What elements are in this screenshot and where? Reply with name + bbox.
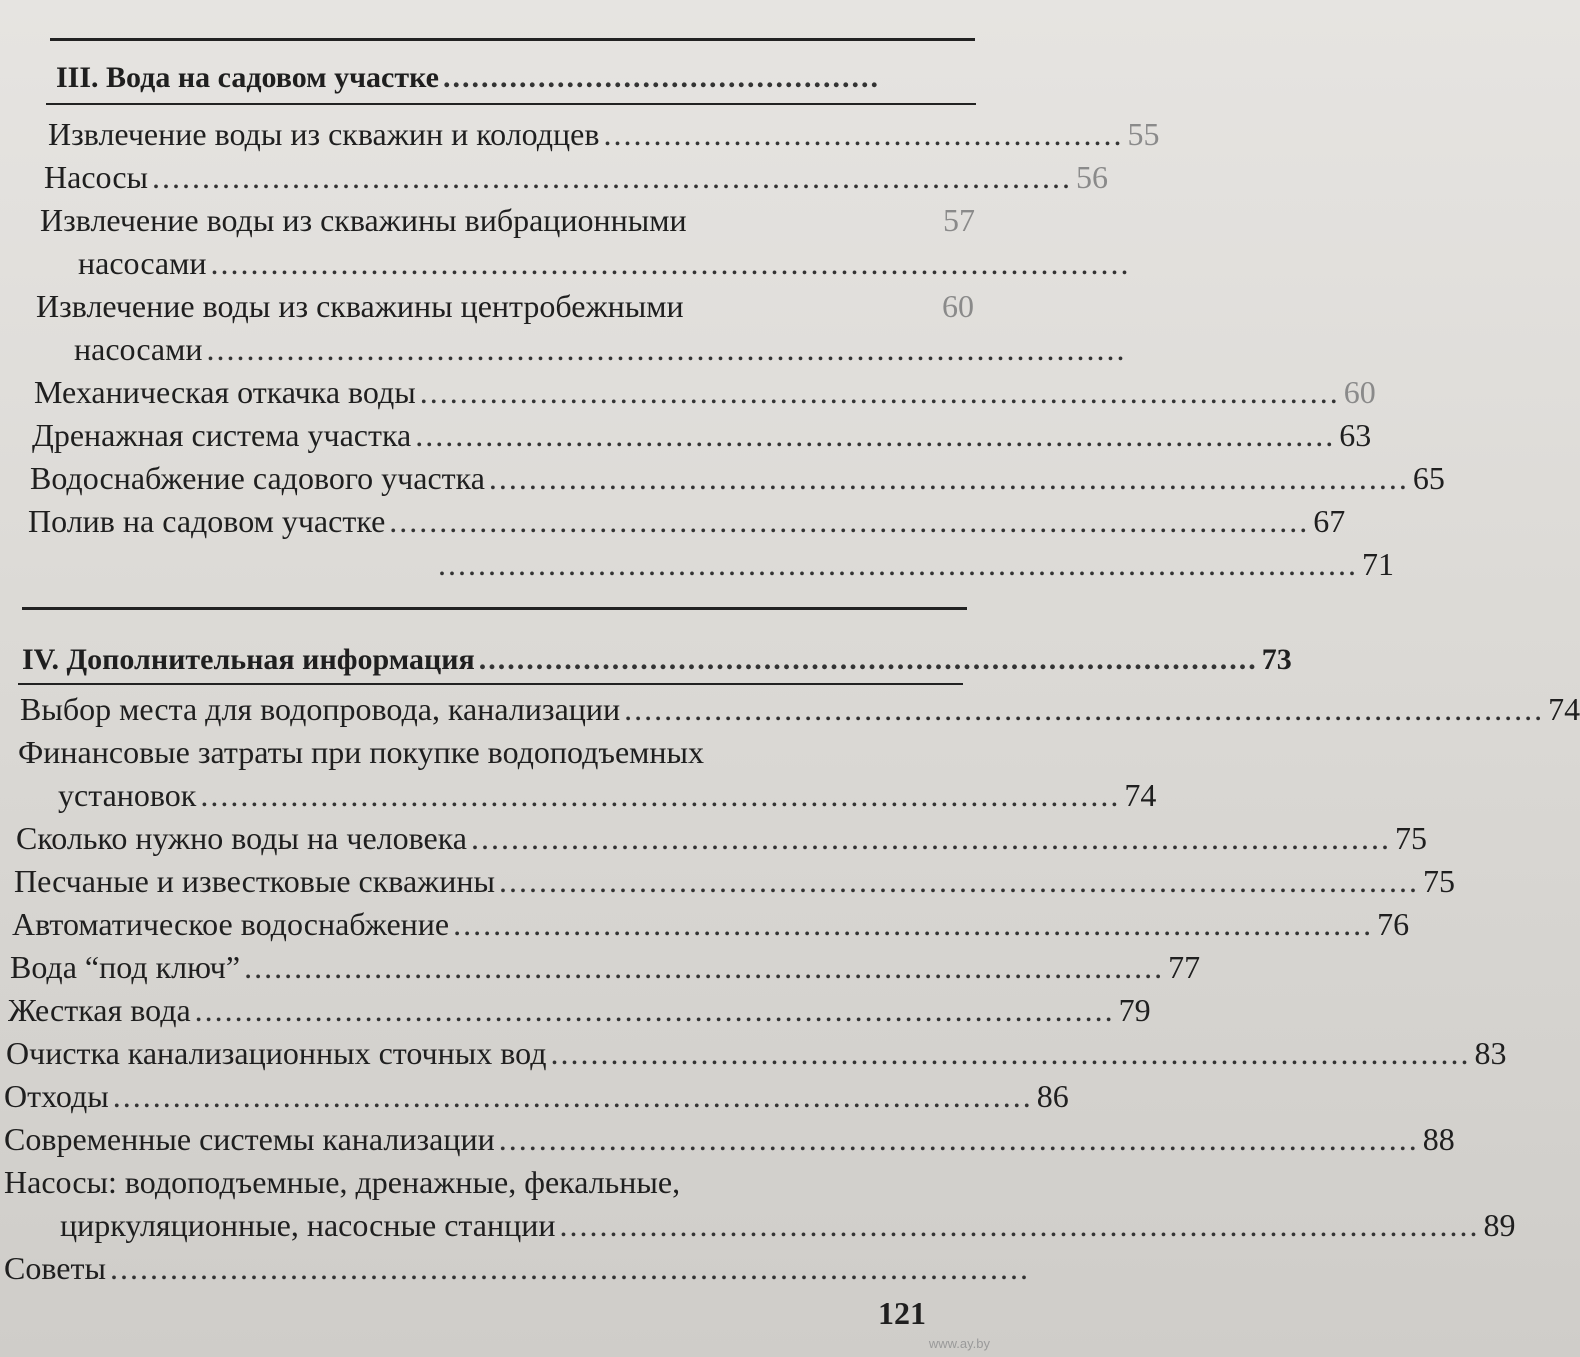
entry-page: 121	[878, 1295, 926, 1331]
toc-entry	[16, 819, 1427, 857]
toc-entry	[12, 905, 1410, 943]
toc-entry	[18, 733, 960, 771]
entry-title: Дренажная система участка	[32, 417, 412, 453]
entry-title: Песчаные и известковые скважины	[14, 863, 496, 899]
leader-dots: ............................................................................................	[559, 1207, 1480, 1243]
section-rule	[50, 38, 975, 41]
leader-dots: ............................................................................................	[152, 159, 1073, 195]
entry-page: 88	[1422, 1121, 1455, 1157]
toc-entry	[30, 459, 1445, 497]
leader-dots: ............................................................................................	[438, 546, 1358, 582]
entry-page: 63	[1339, 417, 1372, 453]
leader-dots: ............................................................................................	[498, 1121, 1419, 1157]
toc-entry	[34, 373, 1376, 411]
entry-title: Водоснабжение садового участка	[30, 460, 485, 496]
entry-title: Жесткая вода	[8, 992, 191, 1028]
entry-continuation: циркуляционные, насосные станции	[60, 1207, 556, 1243]
entry-page: 74	[1548, 691, 1580, 727]
entry-title: Очистка канализационных сточных вод	[6, 1035, 547, 1071]
section-rule	[46, 103, 976, 105]
section-title	[56, 60, 880, 96]
entry-title: Насосы	[44, 159, 149, 195]
entry-title: Современные системы канализации	[4, 1121, 495, 1157]
leader-dots: ............................................................................................	[200, 777, 1121, 813]
entry-page: 89	[1483, 1207, 1516, 1243]
leader-dots: ..................................................................................	[478, 643, 1258, 676]
entry-page: 60	[1343, 374, 1376, 410]
entry-title: Механическая откачка воды	[34, 374, 416, 410]
leader-dots: ..............................................	[442, 61, 880, 94]
entry-page: 65	[1412, 460, 1445, 496]
toc-entry	[4, 1120, 1455, 1158]
leader-dots: ............................................................................................	[210, 245, 1131, 281]
entry-page: 75	[1423, 863, 1456, 899]
toc-entry	[4, 1249, 1030, 1287]
toc-entry	[4, 1163, 958, 1201]
entry-page: 75	[1395, 820, 1427, 856]
entry-page: 56	[1076, 159, 1109, 195]
section-rule	[18, 683, 963, 685]
section-title	[22, 642, 1292, 678]
section-title-text: IV. Дополнительная информация	[22, 643, 475, 676]
entry-page: 76	[1377, 906, 1410, 942]
leader-dots: ............................................................................................	[550, 1035, 1471, 1071]
section-page: 73	[1261, 643, 1292, 676]
entry-title: Сколько нужно воды на человека	[16, 820, 467, 856]
toc-entry	[8, 991, 1151, 1029]
toc-entry	[32, 416, 1372, 454]
entry-continuation: насосами	[74, 331, 203, 367]
entry-title: Извлечение воды из скважин и колодцев	[48, 116, 600, 152]
leader-dots: ............................................................................................	[453, 906, 1374, 942]
entry-page: 74	[1124, 777, 1157, 813]
leader-dots: ............................................................................................	[471, 820, 1391, 856]
toc-entry	[28, 502, 1346, 540]
section-rule	[22, 607, 967, 610]
entry-title: Финансовые затраты при покупке водоподъемных	[18, 734, 705, 770]
toc-entry	[40, 201, 975, 239]
entry-page: 77	[1168, 949, 1201, 985]
toc-entry-continuation	[78, 244, 1131, 282]
toc-entry-continuation	[74, 330, 1127, 368]
toc-entry	[20, 690, 1580, 728]
entry-page: 79	[1118, 992, 1151, 1028]
entry-page: 83	[1474, 1035, 1507, 1071]
toc-trailing-line	[28, 545, 1394, 583]
entry-title: Советы	[4, 1250, 106, 1286]
watermark-text: www.ay.by	[928, 1336, 990, 1351]
entry-title: Насосы: водоподъемные, дренажные, фекальные,	[4, 1164, 681, 1200]
leader-dots: ............................................................................................	[194, 992, 1115, 1028]
leader-dots: ............................................................................................	[415, 417, 1336, 453]
toc-entry	[36, 287, 974, 325]
entry-page: 86	[1036, 1078, 1069, 1114]
entry-continuation: насосами	[78, 245, 207, 281]
leader-dots: ............................................................................................	[389, 503, 1310, 539]
toc-entry	[44, 158, 1109, 196]
leader-dots: ....................................................	[603, 116, 1124, 152]
entry-continuation: установок	[58, 777, 197, 813]
entry-title: Извлечение воды из скважины центробежными	[36, 288, 684, 324]
toc-entry	[6, 1034, 1507, 1072]
leader-dots: ............................................................................................	[244, 949, 1165, 985]
toc-entry	[10, 948, 1201, 986]
toc-entry	[4, 1077, 1069, 1115]
section-title-text: III. Вода на садовом участке	[56, 61, 439, 94]
leader-dots: ............................................................................................	[419, 374, 1340, 410]
entry-page: 60	[942, 288, 974, 324]
entry-page: 71	[1362, 546, 1394, 582]
leader-dots: ............................................................................................	[488, 460, 1409, 496]
toc-entry-continuation	[58, 776, 1157, 814]
leader-dots: ............................................................................................	[112, 1078, 1033, 1114]
leader-dots: ............................................................................................	[109, 1250, 1030, 1286]
leader-dots: ............................................................................................	[499, 863, 1420, 899]
entry-page: 57	[943, 202, 975, 238]
entry-title: Отходы	[4, 1078, 109, 1114]
entry-title: Извлечение воды из скважины вибрационными	[40, 202, 687, 238]
leader-dots: ............................................................................................	[624, 691, 1545, 727]
toc-entry	[48, 115, 1160, 153]
entry-title: Полив на садовом участке	[28, 503, 386, 539]
entry-title: Автоматическое водоснабжение	[12, 906, 450, 942]
entry-title: Вода “под ключ”	[10, 949, 241, 985]
toc-entry	[14, 862, 1456, 900]
entry-page: 55	[1127, 116, 1160, 152]
leader-dots: ............................................................................................	[206, 331, 1127, 367]
toc-entry-continuation	[60, 1206, 1516, 1244]
entry-title: Выбор места для водопровода, канализации	[20, 691, 621, 727]
entry-page: 67	[1313, 503, 1346, 539]
